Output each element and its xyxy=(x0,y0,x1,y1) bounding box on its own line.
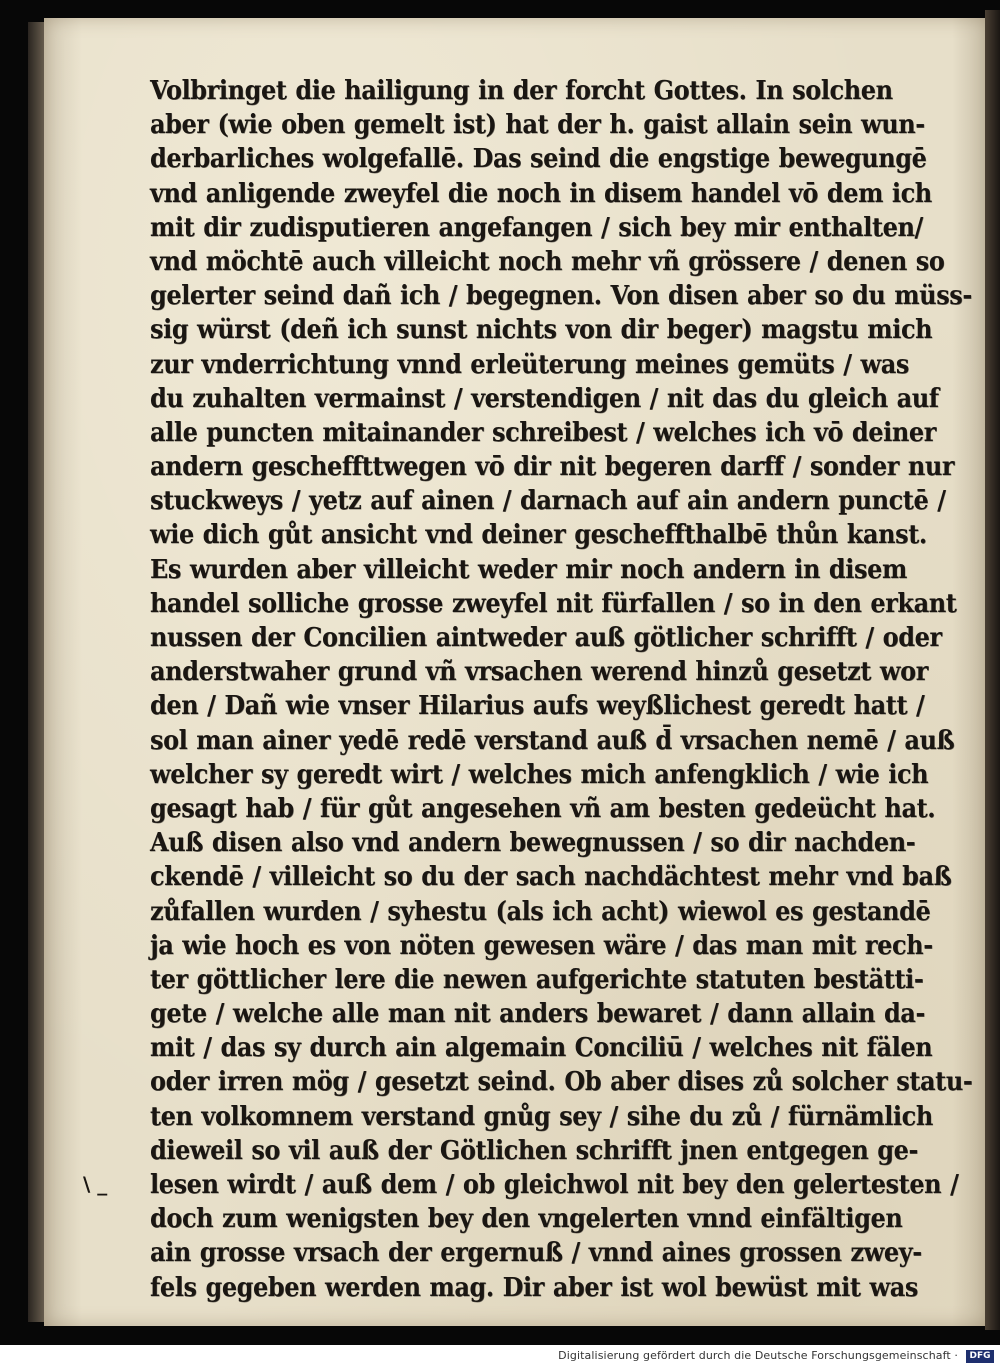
page-edge xyxy=(985,10,1000,1330)
text-line: handel solliche grosse zweyfel nit fürfallen / so in den erkant xyxy=(150,588,957,619)
text-line: du zuhalten vermainst / verstendigen / nit das du gleich auf xyxy=(150,383,939,414)
text-line: ckendē / villeicht so du der sach nachdächtest mehr vnd baß xyxy=(150,862,952,893)
page-text-block xyxy=(150,74,973,1305)
text-line: Es wurden aber villeicht weder mir noch andern in disem xyxy=(150,554,907,585)
text-line: dieweil so vil auß der Götlichen schrifft jnen entgegen ge- xyxy=(150,1135,919,1166)
text-line: anderstwaher grund vñ vrsachen werend hinzů gesetzt wor xyxy=(150,657,928,688)
dfg-logo-icon: DFG xyxy=(966,1350,994,1363)
text-line: zur vnderrichtung vnnd erleüterung meines gemüts / was xyxy=(150,349,909,380)
text-line: mit dir zudisputieren angefangen / sich bey mir enthalten/ xyxy=(150,212,923,243)
text-line: derbarliches wolgefallē. Das seind die engstige bewegungē xyxy=(150,144,927,175)
text-line: welcher sy geredt wirt / welches mich anfengklich / wie ich xyxy=(150,759,929,790)
text-line: vnd möchtē auch villeicht noch mehr vñ grössere / denen so xyxy=(150,246,945,277)
text-line: mit / das sy durch ain algemain Conciliū / welches nit fälen xyxy=(150,1033,933,1064)
text-line: zůfallen wurden / syhestu (als ich acht) wiewol es gestandē xyxy=(150,896,931,927)
text-line: ter göttlicher lere die newen aufgerichte statuten bestätti- xyxy=(150,964,924,995)
text-line: sol man ainer yedē redē verstand auß d̄ vrsachen nemē / auß xyxy=(150,725,955,756)
text-line: Auß disen also vnd andern bewegnussen / so dir nachden- xyxy=(150,828,916,859)
text-line: oder irren mög / gesetzt seind. Ob aber dises zů solcher statu- xyxy=(150,1067,973,1098)
text-line: ten volkomnem verstand gnůg sey / sihe du zů / fürnämlich xyxy=(150,1101,933,1132)
text-line: doch zum wenigsten bey den vngelerten vnnd einfältigen xyxy=(150,1204,903,1235)
text-line: sig würst (deñ ich sunst nichts von dir beger) magstu mich xyxy=(150,315,933,346)
text-line: wie dich gůt ansicht vnd deiner gescheffthalbē thůn kanst. xyxy=(150,520,927,551)
text-line: den / Dañ wie vnser Hilarius aufs weyßlichest geredt hatt / xyxy=(150,691,925,722)
text-line: lesen wirdt / auß dem / ob gleichwol nit bey den gelertesten / xyxy=(150,1170,959,1200)
text-line: andern gescheffttwegen vō dir nit begeren darff / sonder nur xyxy=(150,452,955,483)
text-line: gesagt hab / für gůt angesehen vñ am besten gedeücht hat. xyxy=(150,793,936,824)
text-line: gete / welche alle man nit anders bewaret / dann allain da- xyxy=(150,999,926,1030)
text-line: ain grosse vrsach der ergernuß / vnnd aines grossen zwey- xyxy=(150,1238,922,1269)
text-line: ja wie hoch es von nöten gewesen wäre / das man mit rech- xyxy=(150,930,933,961)
text-line: Volbringet die hailigung in der forcht Gottes. In solchen xyxy=(150,76,893,106)
text-line: fels gegeben werden mag. Dir aber ist wol bewüst mit was xyxy=(150,1272,918,1303)
text-line: stuckweys / yetz auf ainen / darnach auf ain andern punctē / xyxy=(150,486,946,517)
text-line: alle puncten mitainander schreibest / welches ich vō deiner xyxy=(150,417,936,448)
text-line: vnd anligende zweyfel die noch in disem handel vō dem ich xyxy=(150,178,932,209)
text-line: nussen der Concilien aintweder auß götlicher schrifft / oder xyxy=(150,623,942,653)
margin-mark: \ _ xyxy=(83,1172,108,1196)
text-line: gelerter seind dañ ich / begegnen. Von disen aber so du müss- xyxy=(150,281,972,312)
text-line: aber (wie oben gemelt ist) hat der h. gaist allain sein wun- xyxy=(150,110,925,141)
funding-credit: Digitalisierung gefördert durch die Deutsche Forschungsgemeinschaft · xyxy=(558,1349,958,1362)
